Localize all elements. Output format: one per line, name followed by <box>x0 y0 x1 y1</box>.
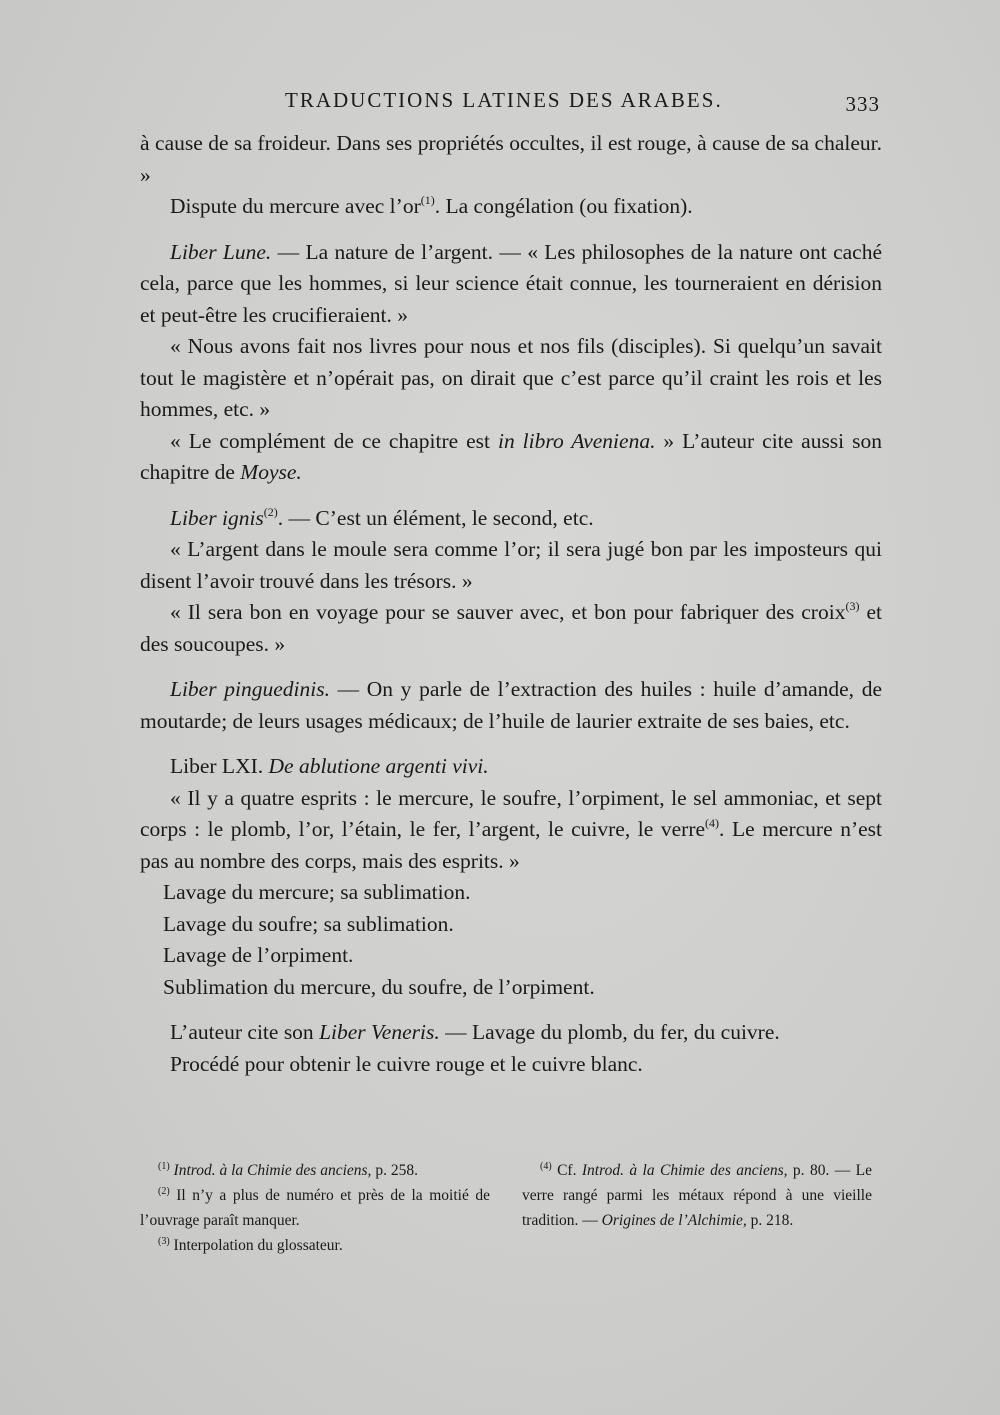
paragraph-10-text: Liber LXI. <box>170 754 269 778</box>
paragraph-2 <box>140 191 882 223</box>
footnote-3-text: Interpolation du glossateur. <box>169 1237 343 1254</box>
paragraph-3 <box>140 237 882 332</box>
paragraph-12-italic: Liber Veneris. <box>319 1020 440 1044</box>
paragraph-5 <box>140 426 882 489</box>
footnote-ref-4: (4) <box>705 816 720 830</box>
paragraph-12 <box>140 1017 882 1049</box>
paragraph-12-text-a: L’auteur cite son <box>170 1020 320 1044</box>
paragraph-8-text-b: et des soucoupes. » <box>140 600 882 656</box>
paragraph-9 <box>140 674 882 737</box>
paragraph-13: Procédé pour obtenir le cuivre rouge et le cuivre blanc. <box>170 1051 643 1076</box>
paragraph-10 <box>140 751 882 783</box>
footnote-2-text: Il n’y a plus de numéro et près de la moitié de l’ouvrage paraît manquer. <box>140 1187 490 1229</box>
running-head <box>140 88 880 122</box>
footnote-4-text-c: p. 218. <box>746 1212 794 1229</box>
footnote-3-marker: (3) <box>158 1236 170 1247</box>
paragraph-5-italic-2: Moyse. <box>240 460 302 484</box>
footnote-4-italic-2: Origines de l’Alchimie, <box>601 1212 747 1229</box>
paragraph-8-text-a: « Il sera bon en voyage pour se sauver avec, et bon pour fabriquer des croix <box>170 600 846 624</box>
footnote-4-text-a: Cf. <box>551 1162 582 1179</box>
footnote-4-marker: (4) <box>540 1161 552 1172</box>
running-title: TRADUCTIONS LATINES DES ARABES. <box>285 88 723 112</box>
paragraph-10-italic: De ablutione argenti vivi. <box>268 754 489 778</box>
main-text <box>140 128 882 1080</box>
footnote-ref-3: (3) <box>845 599 860 613</box>
paragraph-8 <box>140 597 882 660</box>
footnote-4-text-b: p. 80. — Le verre rangé parmi les métaux répond à une vieille tradition. — <box>522 1162 873 1229</box>
footnote-2-marker: (2) <box>158 1186 170 1197</box>
footnote-1-marker: (1) <box>158 1161 170 1172</box>
paragraph-3-title: Liber Lune. <box>170 239 272 264</box>
paragraph-2-text-b: . La congélation (ou fixation). <box>434 194 693 218</box>
footnote-3 <box>140 1233 490 1258</box>
footnotes-right-column <box>522 1158 872 1233</box>
footnote-1 <box>140 1158 490 1183</box>
page-number: 333 <box>845 92 880 116</box>
paragraph-11-text-b: . Le mercure n’est pas au nombre des corps, mais des esprits. » <box>140 817 882 873</box>
footnotes-left-column <box>140 1158 490 1258</box>
paragraph-6-title: Liber ignis <box>170 505 264 530</box>
list-item: Lavage du soufre; sa sublimation. <box>163 911 454 936</box>
footnote-4-italic-1: Introd. à la Chimie des anciens, <box>581 1162 788 1179</box>
footnote-ref-2: (2) <box>263 504 278 519</box>
paragraph-5-text-b: » L’auteur cite aussi son chapitre de <box>140 428 882 484</box>
paragraph-6-text: . — C’est un élément, le second, etc. <box>277 505 594 530</box>
paragraph-3-text: — La nature de l’argent. — « Les philosophes de la nature ont caché cela, parce que les hommes, si leur science était connue, les tourneraient en dérision et peut-être les crucifieraient. » <box>140 239 883 327</box>
list-item: Lavage de l’orpiment. <box>163 943 354 967</box>
paragraph-11 <box>140 783 882 878</box>
footnote-2 <box>140 1183 490 1233</box>
paragraph-9-title: Liber pinguedinis. <box>170 677 330 701</box>
paragraph-7: « L’argent dans le moule sera comme l’or; il sera jugé bon par les imposteurs qui disent l’avoir trouvé dans les trésors. » <box>140 537 882 593</box>
paragraph-1: à cause de sa froideur. Dans ses propriétés occultes, il est rouge, à cause de sa chaleur. » <box>140 131 882 187</box>
list-item: Sublimation du mercure, du soufre, de l’orpiment. <box>163 974 595 999</box>
footnote-1-text: p. 258. <box>371 1162 418 1179</box>
procedure-list <box>140 877 882 1003</box>
footnote-ref-1: (1) <box>420 193 435 207</box>
paragraph-12-text-b: — Lavage du plomb, du fer, du cuivre. <box>439 1020 780 1044</box>
paragraph-2-text-a: Dispute du mercure avec l’or <box>170 194 421 218</box>
paragraph-9-text: — On y parle de l’extraction des huiles : huile d’amande, de moutarde; de leurs usages médicaux; de l’huile de laurier extraite de ses baies, etc. <box>140 677 882 733</box>
paragraph-11-text-a: « Il y a quatre esprits : le mercure, le soufre, l’orpiment, le sel ammoniac, et sept corps : le plomb, l’or, l’étain, le fer, l’argent, le cuivre, le verre <box>140 785 882 841</box>
footnote-4 <box>522 1158 872 1233</box>
paragraph-5-italic-1: in libro Aveniena. <box>497 428 656 453</box>
footnote-1-italic: Introd. à la Chimie des anciens, <box>173 1162 372 1179</box>
paragraph-5-text-a: « Le complément de ce chapitre est <box>170 428 498 453</box>
paragraph-6 <box>140 503 882 535</box>
paragraph-4: « Nous avons fait nos livres pour nous et nos fils (disciples). Si quelqu’un savait tout le magistère et n’opérait pas, on dirait que c’est parce qu’il craint les rois et les hommes, etc. » <box>140 334 882 421</box>
list-item: Lavage du mercure; sa sublimation. <box>163 880 471 904</box>
